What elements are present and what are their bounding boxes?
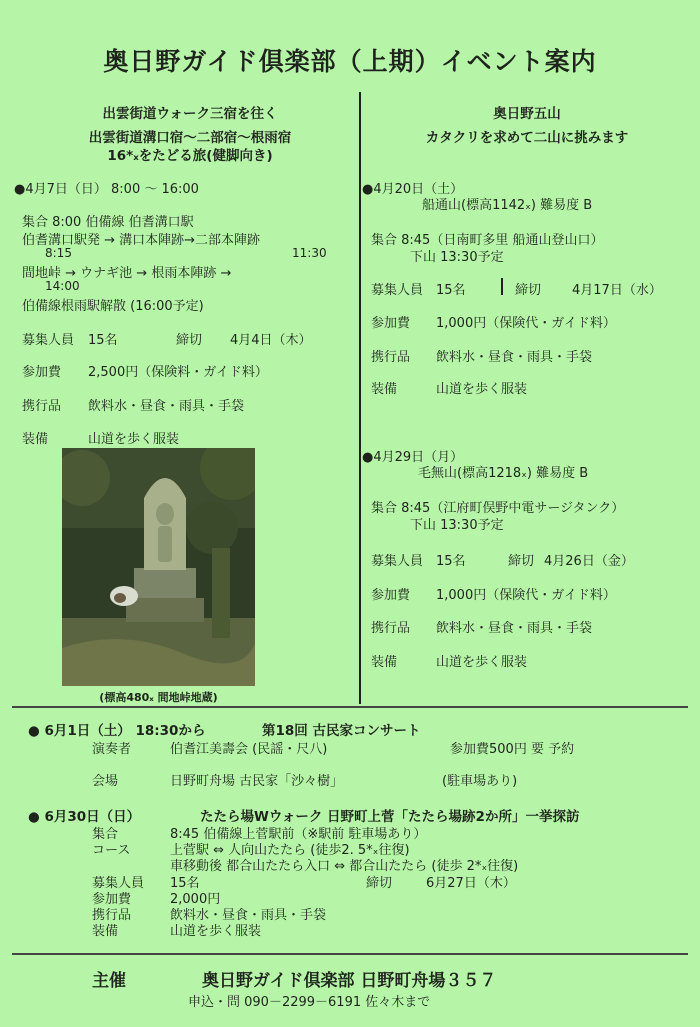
walk-capacity: 15名 <box>170 876 200 891</box>
walk-fee: 2,000円 <box>170 892 221 907</box>
right-event1-capacity: 15名 <box>436 283 466 298</box>
left-heading-2: 出雲街道溝口宿～二部宿～根雨宿 <box>88 130 292 146</box>
right-event1-fee-label: 参加費 <box>371 316 411 331</box>
concert-venue-label: 会場 <box>92 774 119 789</box>
right-event2-deadline-label: 締切 <box>508 554 535 569</box>
right-event1-date: ●4月20日（土） <box>362 182 464 197</box>
right-event2-gear-label: 装備 <box>371 655 398 670</box>
right-heading-2: カタクリを求めて二山に挑みます <box>425 130 629 146</box>
walk-fee-label: 参加費 <box>92 892 132 907</box>
right-event1-items-label: 携行品 <box>371 350 411 365</box>
right-event1-mountain: 船通山(標高1142ₓ) 難易度 B <box>422 198 593 213</box>
left-heading-1: 出雲街道ウォーク三宿を往く <box>102 106 278 122</box>
left-route-3: 伯備線根雨駅解散 (16:00予定) <box>22 299 204 314</box>
footer-divider <box>12 953 688 955</box>
footer-contact: 申込・問 090－2299－6191 佐々木まで <box>188 995 431 1010</box>
left-route-time-1: 8:15 <box>45 246 72 260</box>
right-event1-deadline-label: 締切 <box>515 283 542 298</box>
walk-items-label: 携行品 <box>92 908 132 923</box>
left-event-date: ●4月7日（日） 8:00 ～ 16:00 <box>14 182 199 197</box>
walk-meet-label: 集合 <box>92 827 119 842</box>
left-gear: 山道を歩く服装 <box>88 432 180 447</box>
right-event2-items-label: 携行品 <box>371 621 411 636</box>
walk-date: ● 6月30日（日） <box>28 809 141 825</box>
concert-parking: (駐車場あり) <box>442 774 518 789</box>
left-fee-label: 参加費 <box>22 365 62 380</box>
walk-capacity-label: 募集人員 <box>92 876 145 891</box>
right-event2-fee-label: 参加費 <box>371 588 411 603</box>
right-event1-gear-label: 装備 <box>371 382 398 397</box>
right-event1-deadline: 4月17日（水） <box>572 283 662 298</box>
left-items-label: 携行品 <box>22 399 62 414</box>
left-gear-label: 装備 <box>22 432 49 447</box>
walk-course-label: コース <box>92 843 131 858</box>
right-event2-fee: 1,000円（保険代・ガイド料） <box>436 588 616 603</box>
right-event2-capacity: 15名 <box>436 554 466 569</box>
separator-bar <box>501 278 503 295</box>
left-items: 飲料水・昼食・雨具・手袋 <box>88 399 245 414</box>
walk-gear: 山道を歩く服装 <box>170 924 262 939</box>
right-event1-meet: 集合 8:45（日南町多里 船通山登山口） <box>371 233 604 248</box>
left-route-1: 伯耆溝口駅発 → 溝口本陣跡→二部本陣跡 <box>22 233 261 248</box>
jizo-statue-photo <box>62 448 255 686</box>
concert-fee: 参加費500円 要 予約 <box>450 742 575 757</box>
page-title: 奥日野ガイド倶楽部（上期）イベント案内 <box>103 47 597 76</box>
right-event2-mountain: 毛無山(標高1218ₓ) 難易度 B <box>418 466 589 481</box>
walk-items: 飲料水・昼食・雨具・手袋 <box>170 908 327 923</box>
walk-deadline-label: 締切 <box>366 876 393 891</box>
footer-host: 奥日野ガイド倶楽部 日野町舟場３５７ <box>202 971 497 991</box>
left-capacity-label: 募集人員 <box>22 333 75 348</box>
right-event1-down: 下山 13:30予定 <box>410 250 504 265</box>
section-divider <box>12 706 688 708</box>
left-route-time-2: 11:30 <box>292 246 327 260</box>
right-event2-meet: 集合 8:45（江府町俣野中電サージタンク） <box>371 501 625 516</box>
left-route-2: 間地峠 → ウナギ池 → 根雨本陣跡 → <box>22 266 232 281</box>
right-event1-capacity-label: 募集人員 <box>371 283 424 298</box>
left-fee: 2,500円（保険料・ガイド料） <box>88 365 268 380</box>
left-route-time-3: 14:00 <box>45 279 80 293</box>
walk-course-1: 上菅駅 ⇔ 人向山たたら (徒歩2. 5*ₓ往復) <box>170 843 410 858</box>
walk-meet: 8:45 伯備線上菅駅前（※駅前 駐車場あり） <box>170 827 427 842</box>
concert-venue: 日野町舟場 古民家「沙々樹」 <box>170 774 344 789</box>
right-event1-items: 飲料水・昼食・雨具・手袋 <box>436 350 593 365</box>
right-event2-items: 飲料水・昼食・雨具・手袋 <box>436 621 593 636</box>
concert-name: 第18回 古民家コンサート <box>262 723 421 739</box>
left-capacity: 15名 <box>88 333 118 348</box>
right-event1-gear: 山道を歩く服装 <box>436 382 528 397</box>
walk-name: たたら場Wウォーク 日野町上菅「たたら場跡2か所」一挙探訪 <box>200 809 580 825</box>
right-event2-date: ●4月29日（月） <box>362 450 464 465</box>
walk-deadline: 6月27日（木） <box>426 876 516 891</box>
right-event1-fee: 1,000円（保険代・ガイド料） <box>436 316 616 331</box>
left-deadline: 4月4日（木） <box>230 333 312 348</box>
right-event2-down: 下山 13:30予定 <box>410 518 504 533</box>
walk-course-2: 車移動後 都合山たたら入口 ⇔ 都合山たたら (徒歩 2*ₓ往復) <box>170 859 519 874</box>
right-event2-capacity-label: 募集人員 <box>371 554 424 569</box>
column-divider <box>359 92 361 704</box>
right-heading-1: 奥日野五山 <box>493 106 561 122</box>
left-meet: 集合 8:00 伯備線 伯耆溝口駅 <box>22 215 194 230</box>
left-deadline-label: 締切 <box>176 333 203 348</box>
footer-host-label: 主催 <box>92 971 126 991</box>
concert-performer-label: 演奏者 <box>92 742 132 757</box>
photo-caption: (標高480ₓ 間地峠地蔵) <box>99 691 218 704</box>
walk-gear-label: 装備 <box>92 924 119 939</box>
concert-performer: 伯耆江美壽会 (民謡・尺八) <box>170 742 328 757</box>
right-event2-gear: 山道を歩く服装 <box>436 655 528 670</box>
right-event2-deadline: 4月26日（金） <box>544 554 634 569</box>
left-heading-3: 16*ₓをたどる旅(健脚向き) <box>107 148 273 164</box>
concert-date: ● 6月1日（土） 18:30から <box>28 723 206 739</box>
